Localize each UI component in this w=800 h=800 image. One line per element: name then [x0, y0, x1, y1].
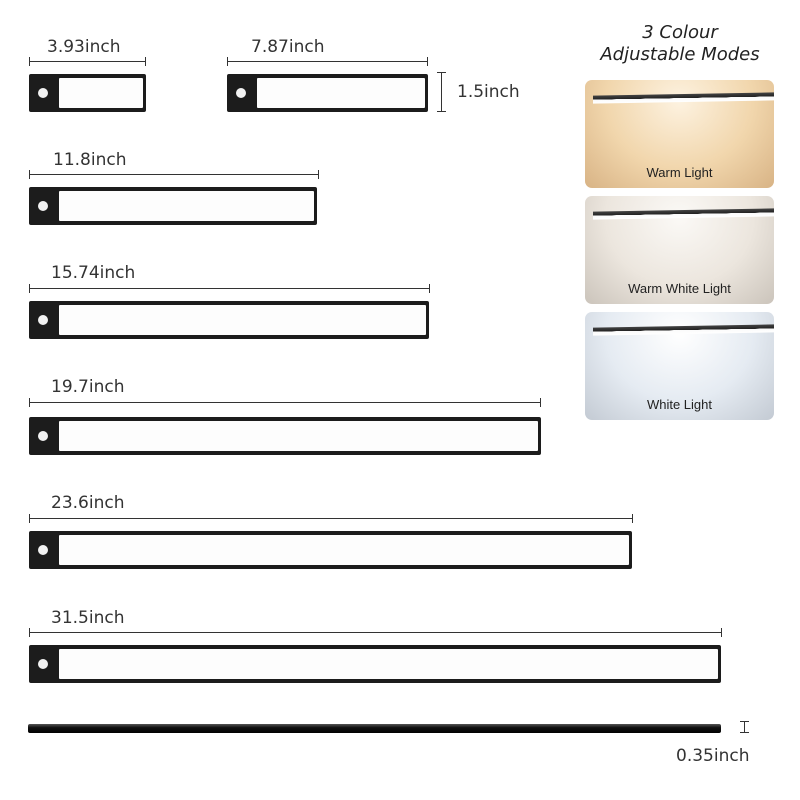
- mode-card-white: [585, 312, 774, 420]
- light-panel: [59, 78, 143, 108]
- motion-sensor-icon: [38, 88, 48, 98]
- mode-label-white: White Light: [646, 397, 713, 412]
- motion-sensor-icon: [38, 315, 48, 325]
- modes-title-line1: 3 Colour: [642, 22, 718, 43]
- light-bar-19-7: [29, 417, 541, 455]
- dim-label-31-5: 31.5inch: [51, 608, 125, 628]
- light-panel: [59, 191, 314, 221]
- motion-sensor-icon: [38, 431, 48, 441]
- light-panel: [59, 535, 629, 565]
- dim-line-11-8: [29, 174, 319, 175]
- mode-card-warm: [585, 80, 774, 188]
- mode-card-warm-white: [585, 196, 774, 304]
- dim-label-11-8: 11.8inch: [53, 150, 127, 170]
- dim-line-19-7: [29, 402, 541, 403]
- dim-label-15-74: 15.74inch: [51, 263, 136, 283]
- thickness-dimension-line: [744, 721, 745, 733]
- dim-line-3-93: [29, 61, 146, 62]
- light-bar-side-profile: [28, 724, 721, 733]
- light-panel: [59, 305, 426, 335]
- modes-title-line2: Adjustable Modes: [600, 44, 760, 65]
- dim-line-23-6: [29, 518, 633, 519]
- height-label: 1.5inch: [457, 82, 520, 102]
- light-bar-23-6: [29, 531, 632, 569]
- light-panel: [257, 78, 425, 108]
- modes-title: [580, 22, 780, 66]
- dim-label-23-6: 23.6inch: [51, 493, 125, 513]
- dim-line-15-74: [29, 288, 430, 289]
- light-panel: [59, 649, 718, 679]
- dim-label-19-7: 19.7inch: [51, 377, 125, 397]
- height-dimension-line: [441, 72, 442, 112]
- thickness-label: 0.35inch: [676, 746, 750, 766]
- light-bar-3-93: [29, 74, 146, 112]
- light-bar-15-74: [29, 301, 429, 339]
- motion-sensor-icon: [38, 545, 48, 555]
- lamp-icon: [593, 208, 774, 219]
- lamp-icon: [593, 92, 774, 103]
- mode-label-warm: Warm Light: [646, 165, 713, 180]
- dim-line-31-5: [29, 632, 722, 633]
- motion-sensor-icon: [38, 201, 48, 211]
- dim-label-3-93: 3.93inch: [47, 37, 121, 57]
- light-bar-31-5: [29, 645, 721, 683]
- lamp-icon: [593, 324, 774, 335]
- motion-sensor-icon: [236, 88, 246, 98]
- light-bar-11-8: [29, 187, 317, 225]
- motion-sensor-icon: [38, 659, 48, 669]
- light-bar-7-87: [227, 74, 428, 112]
- mode-label-warm-white: Warm White Light: [628, 281, 731, 296]
- light-panel: [59, 421, 538, 451]
- dim-line-7-87: [227, 61, 428, 62]
- dim-label-7-87: 7.87inch: [251, 37, 325, 57]
